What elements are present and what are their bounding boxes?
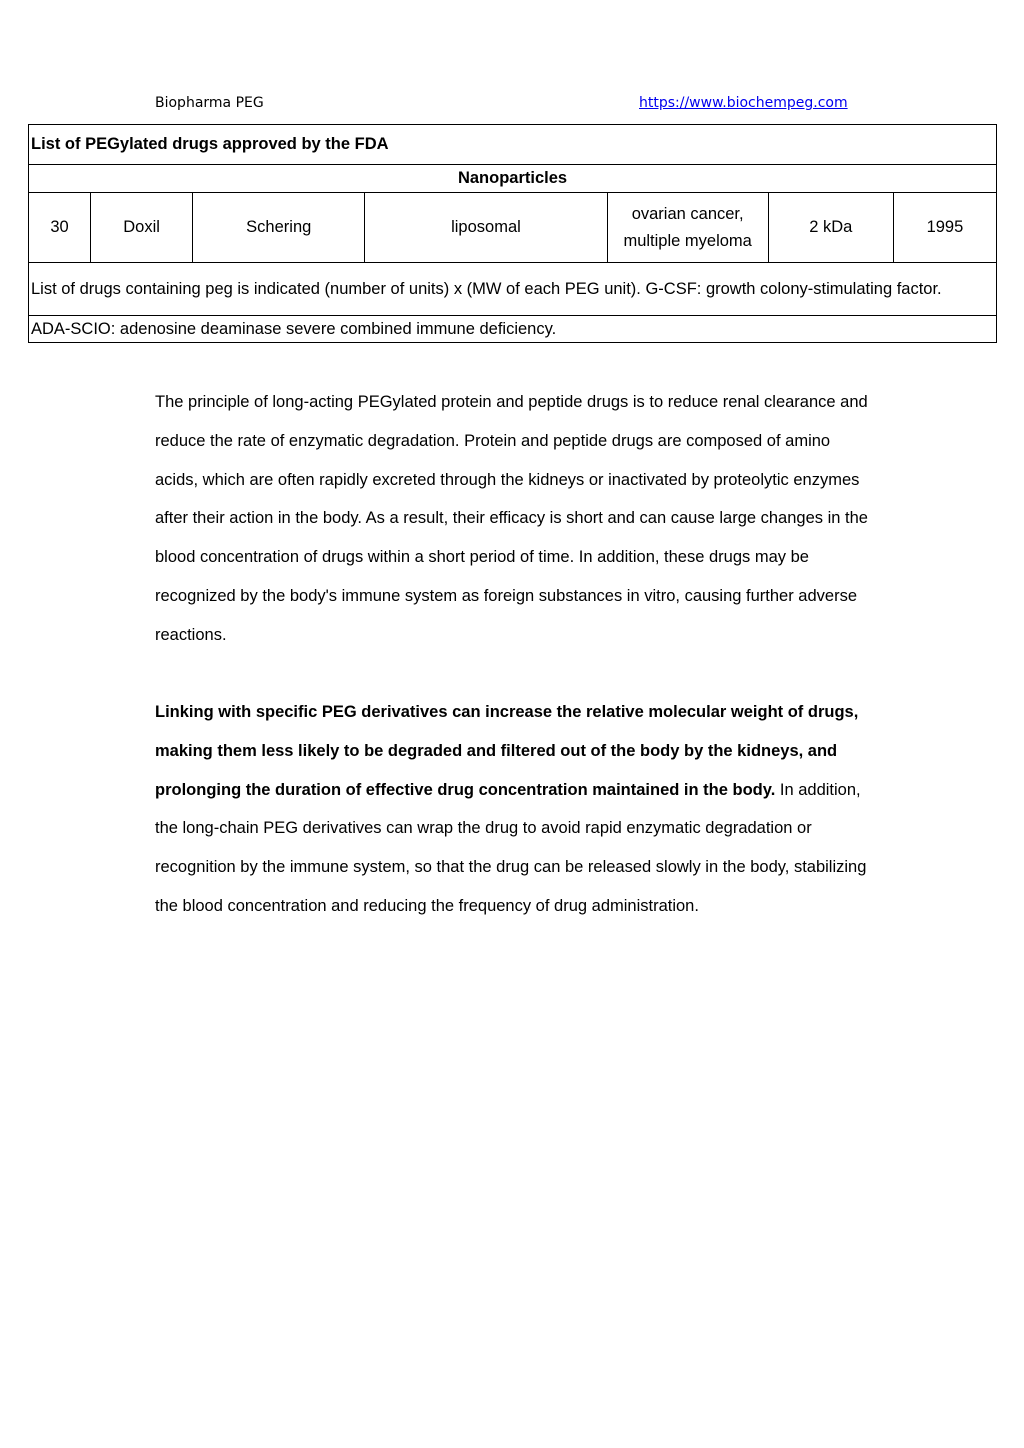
- indication-line-2: multiple myeloma: [623, 231, 752, 250]
- cell-drug-name: Doxil: [91, 193, 193, 263]
- indication-line-1: ovarian cancer,: [631, 204, 744, 223]
- table-note-units: List of drugs containing peg is indicated (number of units) x (MW of each PEG unit). G-CSF: growth colony-stimulating factor.: [29, 263, 997, 316]
- table-note-abbreviation: ADA-SCIO: adenosine deaminase severe combined immune deficiency.: [29, 316, 997, 343]
- paragraph-normal-run: In addition, the long-chain PEG derivatives can wrap the drug to avoid rapid enzymatic degradation or recognition by the immune system, so that the drug can be released slowly in the body, stabilizing the blood concentration and reducing the frequency of drug administration.: [155, 780, 867, 915]
- paragraph-bold-run: Linking with specific PEG derivatives can increase the relative molecular weight of drugs, making them less likely to be degraded and filtered out of the body by the kidneys, and prolonging the duration of effective drug concentration maintained in the body.: [155, 703, 859, 799]
- table-note-row: [29, 263, 997, 316]
- header-company-name: Biopharma PEG: [155, 95, 264, 111]
- table-title-row: [29, 125, 997, 165]
- paragraph-principle: The principle of long-acting PEGylated protein and peptide drugs is to reduce renal clearance and reduce the rate of enzymatic degradation. Protein and peptide drugs are composed of amino acids, which are often rapidly excreted through the kidneys or inactivated by proteolytic enzymes after their action in the body. As a result, their efficacy is short and can cause large changes in the blood concentration of drugs within a short period of time. In addition, these drugs may be recognized by the body's immune system as foreign substances in vitro, causing further adverse reactions.: [155, 393, 868, 644]
- table-section-row: [29, 165, 997, 193]
- paragraph-peg-linking: [155, 693, 875, 926]
- pegylated-drugs-table: [28, 124, 997, 343]
- header-website-link[interactable]: https://www.biochempeg.com: [639, 95, 848, 111]
- table-title: List of PEGylated drugs approved by the FDA: [29, 125, 997, 165]
- table-note-row: [29, 316, 997, 343]
- cell-peg-size: 2 kDa: [768, 193, 893, 263]
- table-section-heading: Nanoparticles: [29, 165, 997, 193]
- cell-number: 30: [29, 193, 91, 263]
- cell-company: Schering: [193, 193, 365, 263]
- cell-indication: [607, 193, 768, 263]
- cell-formulation: liposomal: [365, 193, 607, 263]
- cell-approval-year: 1995: [893, 193, 996, 263]
- table-row: [29, 193, 997, 263]
